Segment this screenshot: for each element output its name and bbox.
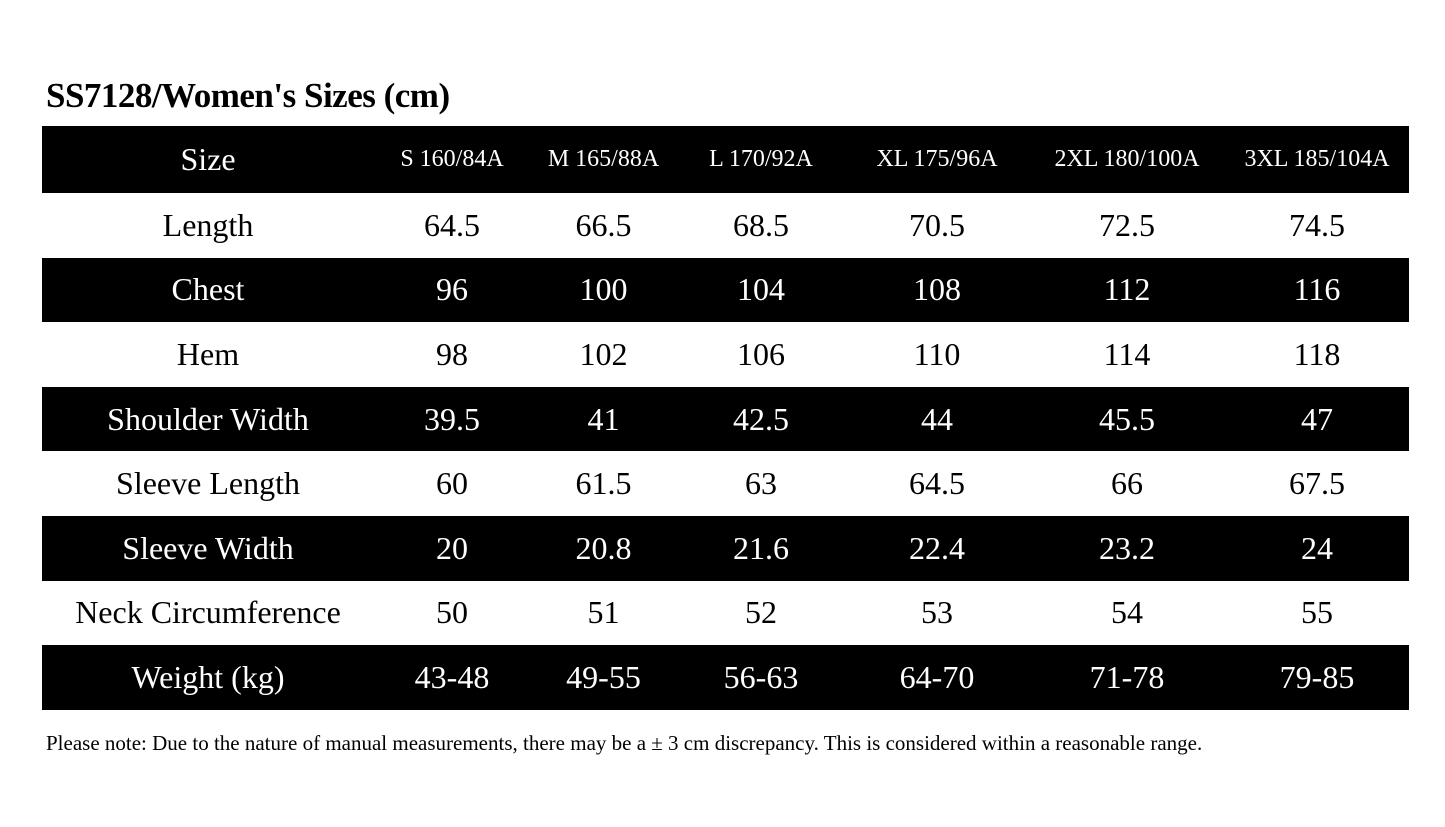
table-cell: 61.5 <box>530 451 677 516</box>
header-size-cell: XL 175/96A <box>845 126 1029 193</box>
table-cell: 60 <box>374 451 530 516</box>
table-cell: 51 <box>530 581 677 646</box>
table-cell: 20.8 <box>530 516 677 581</box>
table-cell: 102 <box>530 322 677 387</box>
table-cell: 104 <box>677 258 845 323</box>
table-cell: 112 <box>1029 258 1225 323</box>
measurement-note: Please note: Due to the nature of manual measurements, there may be a ± 3 cm discrepancy. This is considered within a reasonable range. <box>46 731 1203 755</box>
table-cell: 22.4 <box>845 516 1029 581</box>
table-row <box>42 645 1409 710</box>
table-row <box>42 516 1409 581</box>
table-row <box>42 387 1409 452</box>
row-label: Sleeve Width <box>42 516 374 581</box>
table-cell: 98 <box>374 322 530 387</box>
header-row <box>42 126 1409 193</box>
table-cell: 66 <box>1029 451 1225 516</box>
table-cell: 39.5 <box>374 387 530 452</box>
table-cell: 110 <box>845 322 1029 387</box>
header-size-cell: 3XL 185/104A <box>1225 126 1409 193</box>
table-cell: 66.5 <box>530 193 677 258</box>
table-cell: 68.5 <box>677 193 845 258</box>
table-cell: 63 <box>677 451 845 516</box>
table-cell: 47 <box>1225 387 1409 452</box>
table-cell: 42.5 <box>677 387 845 452</box>
table-cell: 72.5 <box>1029 193 1225 258</box>
table-cell: 64.5 <box>374 193 530 258</box>
header-size-cell: L 170/92A <box>677 126 845 193</box>
header-size-cell: M 165/88A <box>530 126 677 193</box>
row-label: Shoulder Width <box>42 387 374 452</box>
table-cell: 21.6 <box>677 516 845 581</box>
table-cell: 52 <box>677 581 845 646</box>
row-label: Chest <box>42 258 374 323</box>
table-cell: 49-55 <box>530 645 677 710</box>
table-row <box>42 258 1409 323</box>
size-table <box>42 126 1409 710</box>
row-label: Sleeve Length <box>42 451 374 516</box>
table-cell: 41 <box>530 387 677 452</box>
table-cell: 70.5 <box>845 193 1029 258</box>
table-row <box>42 322 1409 387</box>
table-cell: 55 <box>1225 581 1409 646</box>
table-cell: 106 <box>677 322 845 387</box>
header-size-cell: S 160/84A <box>374 126 530 193</box>
table-cell: 56-63 <box>677 645 845 710</box>
table-cell: 100 <box>530 258 677 323</box>
row-label: Neck Circumference <box>42 581 374 646</box>
table-cell: 96 <box>374 258 530 323</box>
table-row <box>42 451 1409 516</box>
table-cell: 108 <box>845 258 1029 323</box>
table-cell: 45.5 <box>1029 387 1225 452</box>
table-cell: 50 <box>374 581 530 646</box>
table-cell: 43-48 <box>374 645 530 710</box>
table-cell: 24 <box>1225 516 1409 581</box>
chart-title: SS7128/Women's Sizes (cm) <box>46 76 450 115</box>
table-row <box>42 193 1409 258</box>
header-size-cell: 2XL 180/100A <box>1029 126 1225 193</box>
table-cell: 23.2 <box>1029 516 1225 581</box>
header-label-cell: Size <box>42 126 374 193</box>
table-cell: 114 <box>1029 322 1225 387</box>
table-cell: 71-78 <box>1029 645 1225 710</box>
table-cell: 118 <box>1225 322 1409 387</box>
table-cell: 74.5 <box>1225 193 1409 258</box>
table-cell: 54 <box>1029 581 1225 646</box>
row-label: Weight (kg) <box>42 645 374 710</box>
table-cell: 116 <box>1225 258 1409 323</box>
table-cell: 53 <box>845 581 1029 646</box>
row-label: Length <box>42 193 374 258</box>
table-cell: 79-85 <box>1225 645 1409 710</box>
table-row <box>42 581 1409 646</box>
row-label: Hem <box>42 322 374 387</box>
table-cell: 44 <box>845 387 1029 452</box>
table-cell: 64.5 <box>845 451 1029 516</box>
table-cell: 64-70 <box>845 645 1029 710</box>
table-cell: 67.5 <box>1225 451 1409 516</box>
table-cell: 20 <box>374 516 530 581</box>
